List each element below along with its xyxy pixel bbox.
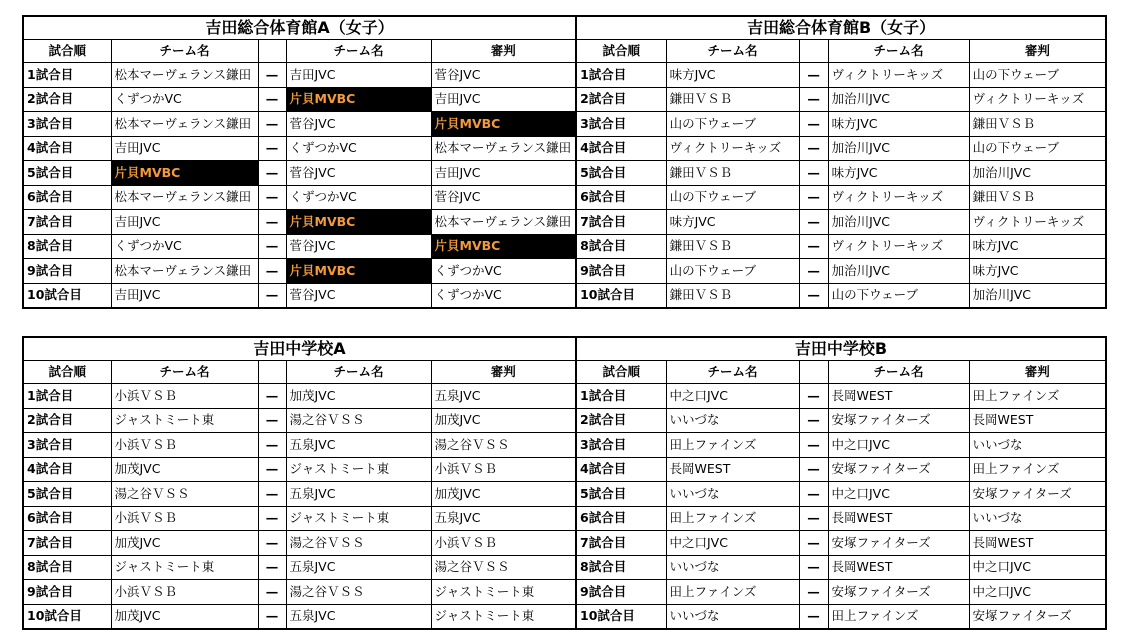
match-order: 3試合目 xyxy=(23,433,111,458)
match-order: 6試合目 xyxy=(23,506,111,531)
match-order: 2試合目 xyxy=(23,87,111,112)
match-row xyxy=(23,161,1106,186)
venue-title: 吉田中学校A xyxy=(23,337,576,361)
referee-team: 湯之谷ＶＳＳ xyxy=(431,433,576,458)
match-order: 7試合目 xyxy=(576,210,666,235)
match-order: 5試合目 xyxy=(576,482,666,507)
team-home: 松本マーヴェランス鎌田 xyxy=(111,112,258,137)
match-order: 1試合目 xyxy=(23,63,111,88)
referee-team: 加茂JVC xyxy=(431,482,576,507)
match-row xyxy=(23,112,1106,137)
match-row xyxy=(23,457,1106,482)
team-home: 鎌田ＶＳＢ xyxy=(666,161,799,186)
referee-team: 加茂JVC xyxy=(431,408,576,433)
versus-dash: — xyxy=(799,433,828,458)
referee-team: 小浜ＶＳＢ xyxy=(431,531,576,556)
team-home: ジャストミート東 xyxy=(111,408,258,433)
header-spacer xyxy=(799,40,828,63)
header-team-1: チーム名 xyxy=(666,40,799,63)
match-order: 7試合目 xyxy=(23,531,111,556)
referee-team: 味方JVC xyxy=(969,234,1106,259)
team-away: ヴィクトリーキッズ xyxy=(828,234,969,259)
header-team-1: チーム名 xyxy=(111,40,258,63)
team-home: 吉田JVC xyxy=(111,136,258,161)
match-order: 3試合目 xyxy=(576,112,666,137)
venue-row xyxy=(23,337,1106,361)
referee-team: 田上ファインズ xyxy=(969,457,1106,482)
referee-team: 山の下ウェーブ xyxy=(969,63,1106,88)
versus-dash: — xyxy=(258,185,286,210)
team-away: 中之口JVC xyxy=(828,482,969,507)
referee-team: 味方JVC xyxy=(969,259,1106,284)
versus-dash: — xyxy=(799,87,828,112)
match-row xyxy=(23,185,1106,210)
team-away: 五泉JVC xyxy=(286,433,431,458)
team-home: いいづな xyxy=(666,408,799,433)
header-row xyxy=(23,40,1106,63)
team-away: 湯之谷ＶＳＳ xyxy=(286,580,431,605)
team-away: ジャストミート東 xyxy=(286,457,431,482)
referee-team: くずつかVC xyxy=(431,259,576,284)
versus-dash: — xyxy=(258,580,286,605)
match-order: 1試合目 xyxy=(576,384,666,409)
team-away: 味方JVC xyxy=(828,112,969,137)
match-row xyxy=(23,433,1106,458)
referee-team: いいづな xyxy=(969,433,1106,458)
versus-dash: — xyxy=(258,482,286,507)
versus-dash: — xyxy=(799,210,828,235)
versus-dash: — xyxy=(258,283,286,308)
match-order: 7試合目 xyxy=(23,210,111,235)
match-order: 4試合目 xyxy=(576,136,666,161)
team-home: 味方JVC xyxy=(666,63,799,88)
team-home: 山の下ウェーブ xyxy=(666,112,799,137)
versus-dash: — xyxy=(799,63,828,88)
referee-team: 松本マーヴェランス鎌田 xyxy=(431,136,576,161)
venue-title: 吉田総合体育館B（女子） xyxy=(576,16,1106,40)
header-spacer xyxy=(799,361,828,384)
team-away: 菅谷JVC xyxy=(286,283,431,308)
referee-team: 小浜ＶＳＢ xyxy=(431,457,576,482)
referee-team: 安塚ファイターズ xyxy=(969,604,1106,629)
match-row xyxy=(23,87,1106,112)
team-home: 長岡WEST xyxy=(666,457,799,482)
match-order: 1試合目 xyxy=(576,63,666,88)
match-order: 9試合目 xyxy=(576,259,666,284)
versus-dash: — xyxy=(258,531,286,556)
match-order: 4試合目 xyxy=(576,457,666,482)
referee-team: 鎌田ＶＳＢ xyxy=(969,112,1106,137)
match-order: 2試合目 xyxy=(576,87,666,112)
versus-dash: — xyxy=(258,234,286,259)
team-home: 松本マーヴェランス鎌田 xyxy=(111,259,258,284)
match-row xyxy=(23,210,1106,235)
header-row xyxy=(23,361,1106,384)
team-away: 加茂JVC xyxy=(286,384,431,409)
team-away: 吉田JVC xyxy=(286,63,431,88)
team-away: 安塚ファイターズ xyxy=(828,457,969,482)
match-order: 9試合目 xyxy=(23,580,111,605)
header-spacer xyxy=(258,361,286,384)
team-away: 五泉JVC xyxy=(286,482,431,507)
team-home: 山の下ウェーブ xyxy=(666,185,799,210)
schedule-table-gym xyxy=(22,15,1107,309)
team-away: ジャストミート東 xyxy=(286,506,431,531)
referee-team: ジャストミート東 xyxy=(431,580,576,605)
match-order: 6試合目 xyxy=(23,185,111,210)
referee-team: 片貝MVBC xyxy=(431,112,576,137)
versus-dash: — xyxy=(799,531,828,556)
header-team-2: チーム名 xyxy=(286,361,431,384)
team-home: いいづな xyxy=(666,555,799,580)
team-home: 小浜ＶＳＢ xyxy=(111,506,258,531)
match-row xyxy=(23,259,1106,284)
header-referee: 審判 xyxy=(969,40,1106,63)
match-row xyxy=(23,531,1106,556)
team-home: くずつかVC xyxy=(111,234,258,259)
header-referee: 審判 xyxy=(969,361,1106,384)
team-home: 田上ファインズ xyxy=(666,433,799,458)
team-home: 吉田JVC xyxy=(111,210,258,235)
versus-dash: — xyxy=(799,604,828,629)
versus-dash: — xyxy=(799,112,828,137)
header-team-2: チーム名 xyxy=(828,361,969,384)
versus-dash: — xyxy=(799,136,828,161)
team-home: 鎌田ＶＳＢ xyxy=(666,283,799,308)
match-order: 5試合目 xyxy=(23,482,111,507)
team-away: 五泉JVC xyxy=(286,604,431,629)
match-row xyxy=(23,136,1106,161)
team-away: 加治川JVC xyxy=(828,259,969,284)
match-order: 10試合目 xyxy=(576,283,666,308)
versus-dash: — xyxy=(258,604,286,629)
schedule-table-school xyxy=(22,336,1107,630)
referee-team: 長岡WEST xyxy=(969,408,1106,433)
referee-team: 湯之谷ＶＳＳ xyxy=(431,555,576,580)
referee-team: くずつかVC xyxy=(431,283,576,308)
referee-team: 吉田JVC xyxy=(431,161,576,186)
team-away: 菅谷JVC xyxy=(286,234,431,259)
referee-team: 安塚ファイターズ xyxy=(969,482,1106,507)
team-away: 味方JVC xyxy=(828,161,969,186)
referee-team: ヴィクトリーキッズ xyxy=(969,87,1106,112)
match-order: 8試合目 xyxy=(576,555,666,580)
match-order: 2試合目 xyxy=(23,408,111,433)
versus-dash: — xyxy=(258,63,286,88)
team-away: 安塚ファイターズ xyxy=(828,580,969,605)
match-order: 8試合目 xyxy=(23,234,111,259)
header-team-2: チーム名 xyxy=(286,40,431,63)
team-away: 湯之谷ＶＳＳ xyxy=(286,531,431,556)
team-away: 片貝MVBC xyxy=(286,259,431,284)
versus-dash: — xyxy=(799,482,828,507)
team-away: 片貝MVBC xyxy=(286,87,431,112)
versus-dash: — xyxy=(799,259,828,284)
referee-team: 中之口JVC xyxy=(969,580,1106,605)
referee-team: 吉田JVC xyxy=(431,87,576,112)
team-home: くずつかVC xyxy=(111,87,258,112)
header-order: 試合順 xyxy=(23,361,111,384)
match-row xyxy=(23,63,1106,88)
venue-row xyxy=(23,16,1106,40)
match-row xyxy=(23,408,1106,433)
referee-team: 長岡WEST xyxy=(969,531,1106,556)
match-order: 8試合目 xyxy=(576,234,666,259)
referee-team: 加治川JVC xyxy=(969,283,1106,308)
versus-dash: — xyxy=(799,408,828,433)
team-away: 山の下ウェーブ xyxy=(828,283,969,308)
match-order: 1試合目 xyxy=(23,384,111,409)
versus-dash: — xyxy=(799,506,828,531)
versus-dash: — xyxy=(799,161,828,186)
referee-team: 五泉JVC xyxy=(431,384,576,409)
versus-dash: — xyxy=(258,87,286,112)
versus-dash: — xyxy=(258,555,286,580)
referee-team: 山の下ウェーブ xyxy=(969,136,1106,161)
team-away: 長岡WEST xyxy=(828,555,969,580)
team-home: 小浜ＶＳＢ xyxy=(111,384,258,409)
team-home: 松本マーヴェランス鎌田 xyxy=(111,63,258,88)
versus-dash: — xyxy=(799,555,828,580)
referee-team: 加治川JVC xyxy=(969,161,1106,186)
versus-dash: — xyxy=(258,112,286,137)
match-order: 5試合目 xyxy=(576,161,666,186)
match-order: 3試合目 xyxy=(23,112,111,137)
team-home: 味方JVC xyxy=(666,210,799,235)
team-home: 吉田JVC xyxy=(111,283,258,308)
team-home: いいづな xyxy=(666,604,799,629)
referee-team: いいづな xyxy=(969,506,1106,531)
match-row xyxy=(23,482,1106,507)
team-home: ヴィクトリーキッズ xyxy=(666,136,799,161)
referee-team: 田上ファインズ xyxy=(969,384,1106,409)
match-order: 6試合目 xyxy=(576,185,666,210)
venue-title: 吉田総合体育館A（女子） xyxy=(23,16,576,40)
team-away: 湯之谷ＶＳＳ xyxy=(286,408,431,433)
team-away: 菅谷JVC xyxy=(286,161,431,186)
referee-team: 菅谷JVC xyxy=(431,185,576,210)
match-order: 3試合目 xyxy=(576,433,666,458)
header-order: 試合順 xyxy=(576,40,666,63)
referee-team: ヴィクトリーキッズ xyxy=(969,210,1106,235)
team-away: 加治川JVC xyxy=(828,136,969,161)
match-order: 9試合目 xyxy=(23,259,111,284)
versus-dash: — xyxy=(258,161,286,186)
versus-dash: — xyxy=(258,384,286,409)
match-row xyxy=(23,506,1106,531)
team-home: 鎌田ＶＳＢ xyxy=(666,234,799,259)
team-home: 加茂JVC xyxy=(111,531,258,556)
team-away: 長岡WEST xyxy=(828,506,969,531)
header-team-1: チーム名 xyxy=(666,361,799,384)
team-away: くずつかVC xyxy=(286,185,431,210)
team-away: 五泉JVC xyxy=(286,555,431,580)
match-order: 4試合目 xyxy=(23,136,111,161)
referee-team: ジャストミート東 xyxy=(431,604,576,629)
team-away: 加治川JVC xyxy=(828,87,969,112)
team-home: 小浜ＶＳＢ xyxy=(111,433,258,458)
team-away: 安塚ファイターズ xyxy=(828,531,969,556)
referee-team: 松本マーヴェランス鎌田 xyxy=(431,210,576,235)
referee-team: 中之口JVC xyxy=(969,555,1106,580)
versus-dash: — xyxy=(799,580,828,605)
team-away: 中之口JVC xyxy=(828,433,969,458)
team-home: 加茂JVC xyxy=(111,604,258,629)
header-order: 試合順 xyxy=(23,40,111,63)
team-home: 田上ファインズ xyxy=(666,580,799,605)
versus-dash: — xyxy=(258,506,286,531)
versus-dash: — xyxy=(258,136,286,161)
team-away: 長岡WEST xyxy=(828,384,969,409)
venue-title: 吉田中学校B xyxy=(576,337,1106,361)
team-home: 中之口JVC xyxy=(666,531,799,556)
team-home: いいづな xyxy=(666,482,799,507)
referee-team: 鎌田ＶＳＢ xyxy=(969,185,1106,210)
team-away: 田上ファインズ xyxy=(828,604,969,629)
match-order: 5試合目 xyxy=(23,161,111,186)
match-order: 7試合目 xyxy=(576,531,666,556)
match-row xyxy=(23,555,1106,580)
team-away: くずつかVC xyxy=(286,136,431,161)
match-row xyxy=(23,580,1106,605)
team-away: ヴィクトリーキッズ xyxy=(828,63,969,88)
team-home: 小浜ＶＳＢ xyxy=(111,580,258,605)
header-spacer xyxy=(258,40,286,63)
team-home: 田上ファインズ xyxy=(666,506,799,531)
team-away: ヴィクトリーキッズ xyxy=(828,185,969,210)
header-order: 試合順 xyxy=(576,361,666,384)
team-away: 安塚ファイターズ xyxy=(828,408,969,433)
match-order: 10試合目 xyxy=(23,283,111,308)
versus-dash: — xyxy=(258,433,286,458)
match-order: 9試合目 xyxy=(576,580,666,605)
match-row xyxy=(23,234,1106,259)
versus-dash: — xyxy=(799,283,828,308)
team-home: 中之口JVC xyxy=(666,384,799,409)
match-order: 4試合目 xyxy=(23,457,111,482)
match-row xyxy=(23,604,1106,629)
versus-dash: — xyxy=(258,408,286,433)
header-referee: 審判 xyxy=(431,361,576,384)
versus-dash: — xyxy=(799,234,828,259)
match-row xyxy=(23,283,1106,308)
team-home: 松本マーヴェランス鎌田 xyxy=(111,185,258,210)
team-away: 菅谷JVC xyxy=(286,112,431,137)
referee-team: 菅谷JVC xyxy=(431,63,576,88)
team-home: 山の下ウェーブ xyxy=(666,259,799,284)
versus-dash: — xyxy=(258,259,286,284)
team-home: 湯之谷ＶＳＳ xyxy=(111,482,258,507)
referee-team: 片貝MVBC xyxy=(431,234,576,259)
versus-dash: — xyxy=(799,384,828,409)
header-team-2: チーム名 xyxy=(828,40,969,63)
match-order: 6試合目 xyxy=(576,506,666,531)
match-row xyxy=(23,384,1106,409)
team-home: 加茂JVC xyxy=(111,457,258,482)
team-away: 加治川JVC xyxy=(828,210,969,235)
match-order: 10試合目 xyxy=(576,604,666,629)
team-home: 片貝MVBC xyxy=(111,161,258,186)
versus-dash: — xyxy=(258,210,286,235)
match-order: 8試合目 xyxy=(23,555,111,580)
team-home: 鎌田ＶＳＢ xyxy=(666,87,799,112)
match-order: 10試合目 xyxy=(23,604,111,629)
team-home: ジャストミート東 xyxy=(111,555,258,580)
versus-dash: — xyxy=(258,457,286,482)
header-referee: 審判 xyxy=(431,40,576,63)
versus-dash: — xyxy=(799,185,828,210)
versus-dash: — xyxy=(799,457,828,482)
team-away: 片貝MVBC xyxy=(286,210,431,235)
header-team-1: チーム名 xyxy=(111,361,258,384)
match-order: 2試合目 xyxy=(576,408,666,433)
referee-team: 五泉JVC xyxy=(431,506,576,531)
